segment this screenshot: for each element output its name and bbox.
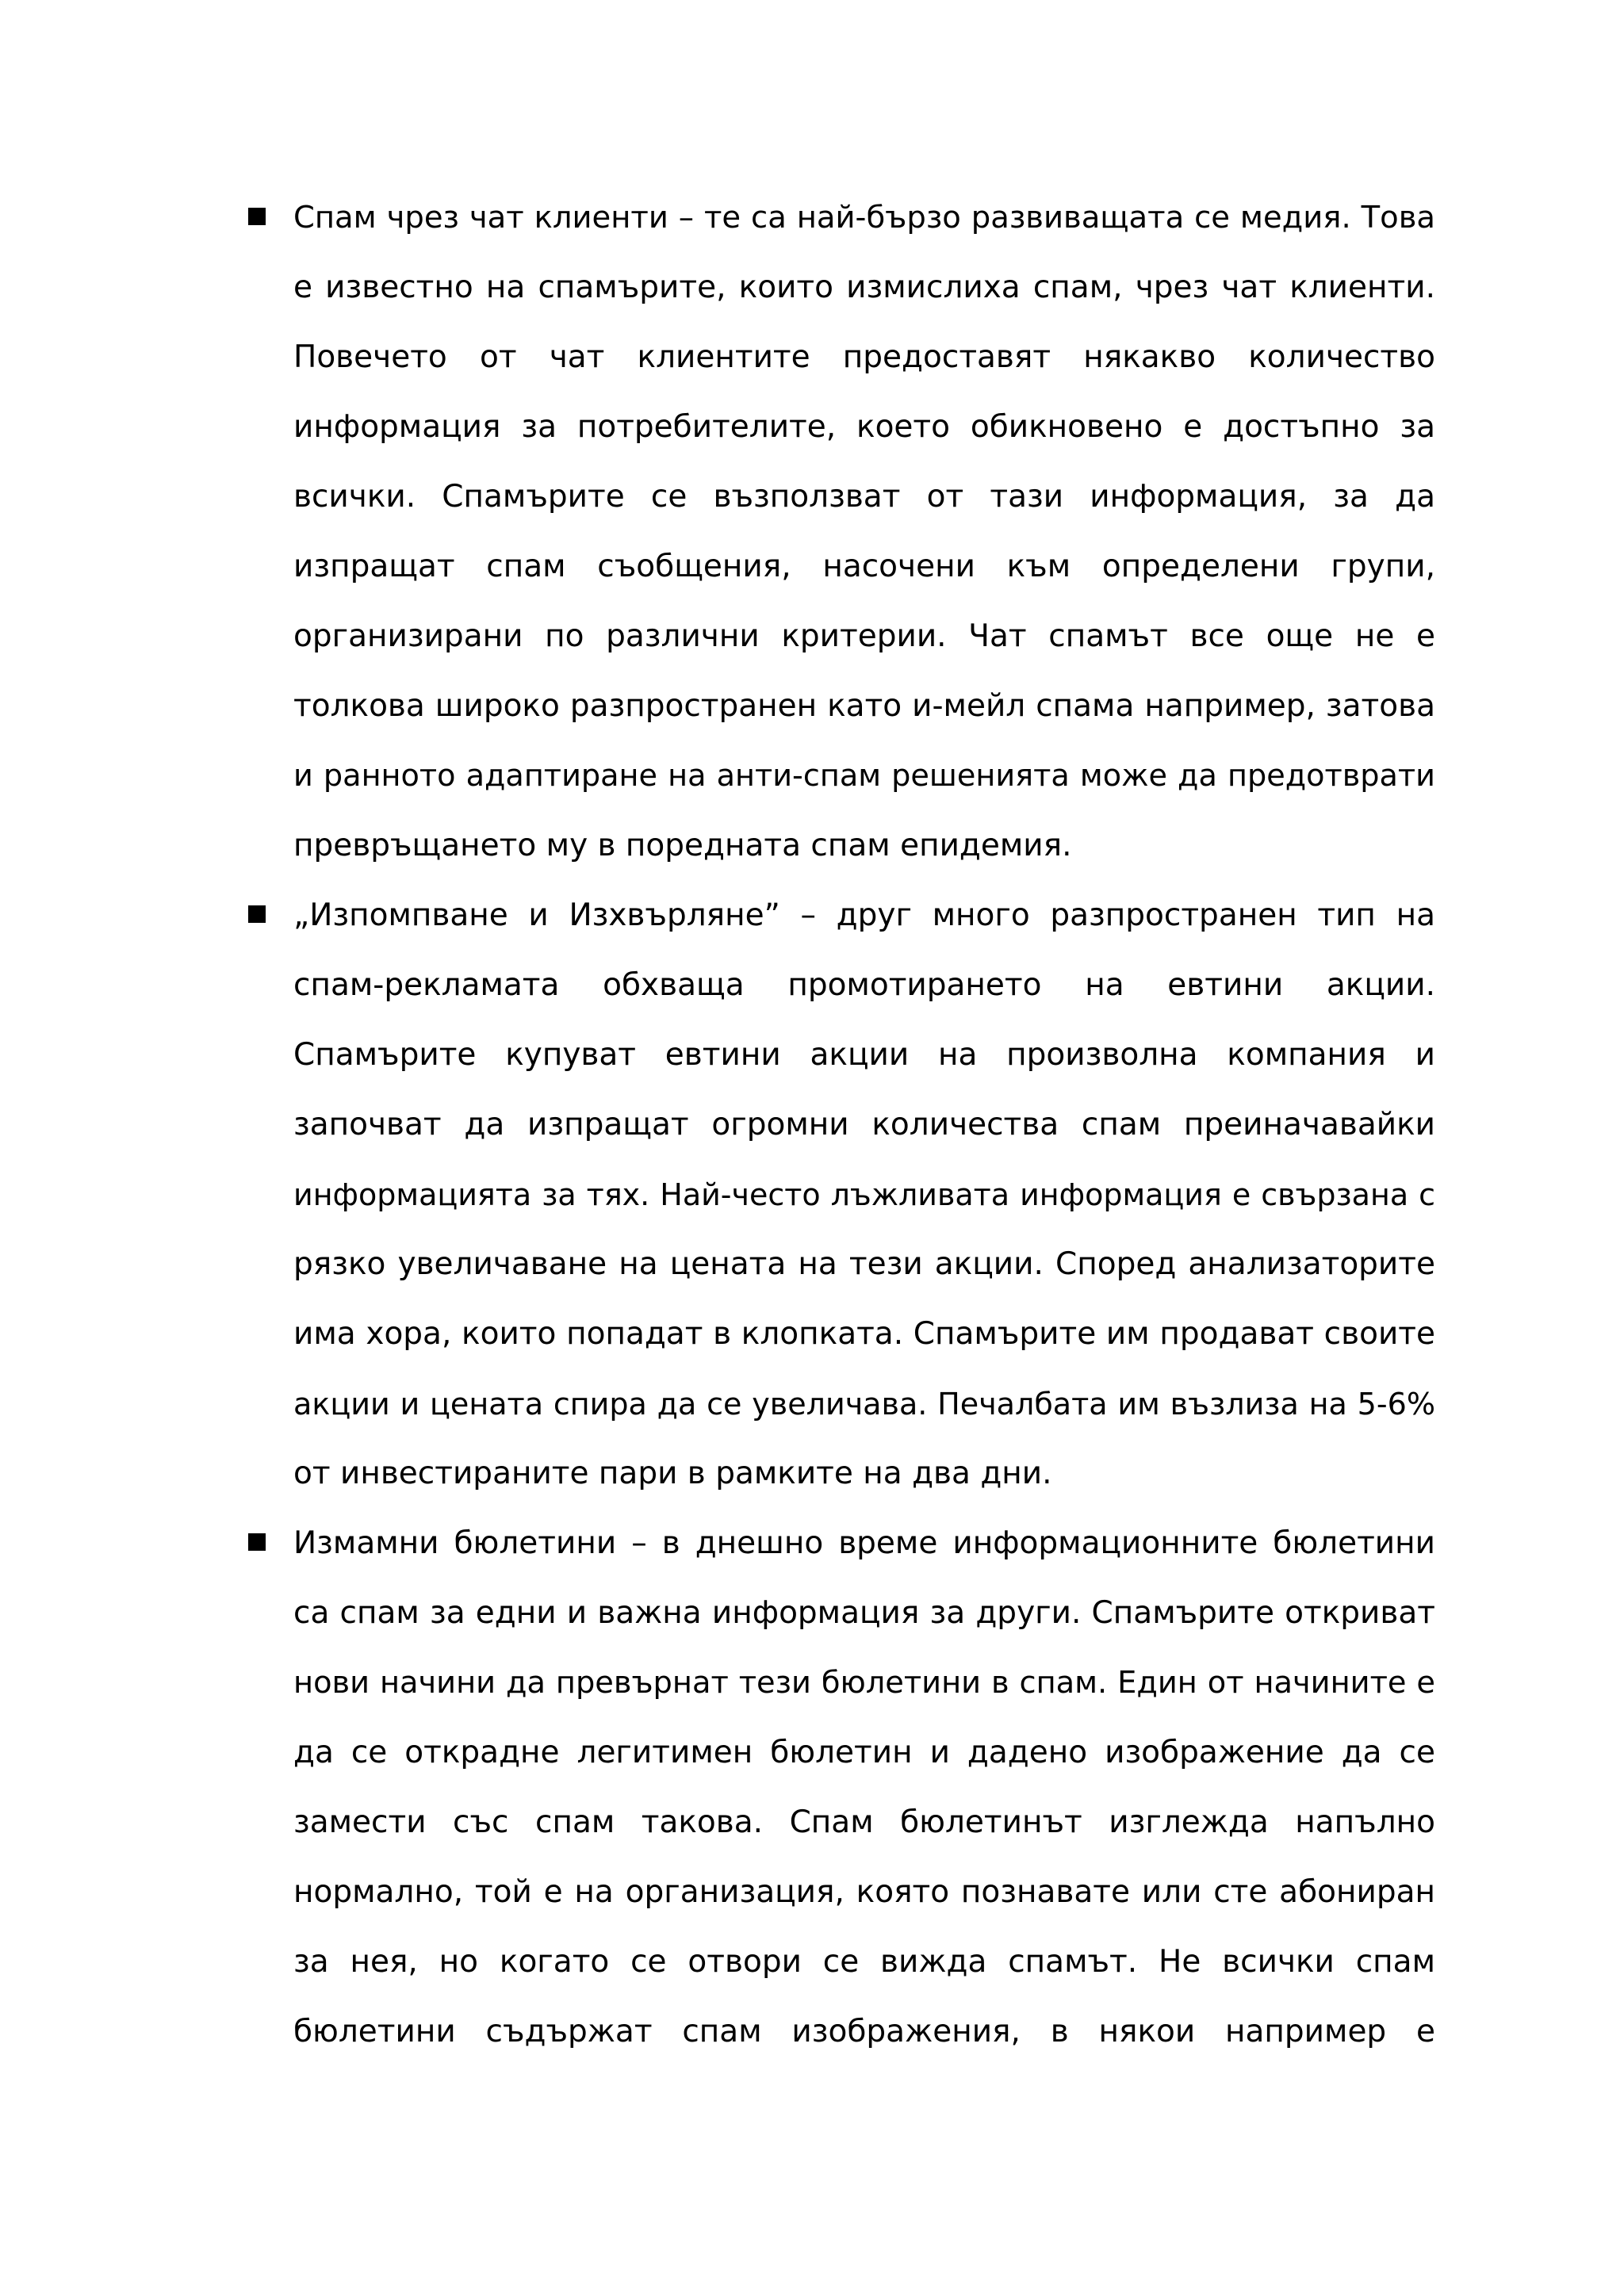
text-line: нормално, той е на организация, която познавате или сте абониран [293, 1874, 1435, 1910]
text-line: информацията за тях. Най-често лъжливата информация е свързана с [293, 1177, 1435, 1212]
text-line: информация за потребителите, което обикновено е достъпно за [293, 409, 1435, 445]
text-line: да се открадне легитимен бюлетин и дадено изображение да се [293, 1735, 1435, 1770]
square-bullet-icon [248, 1533, 266, 1551]
text-line: рязко увеличаване на цената на тези акции. Според анализаторите [293, 1246, 1435, 1282]
text-line: и ранното адаптиране на анти-спам решенията може да предотврати [293, 759, 1435, 794]
text-line: Повечето от чат клиентите предоставят някакво количество [293, 339, 1435, 375]
text-line: са спам за едни и важна информация за други. Спамърите откриват [293, 1595, 1435, 1631]
text-line: нови начини да превърнат тези бюлетини в спам. Един от начините е [293, 1665, 1435, 1701]
text-line: организирани по различни критерии. Чат спамът все още не е [293, 618, 1435, 654]
text-line: Измамни бюлетини – в днешно време информационните бюлетини [293, 1525, 1435, 1561]
text-line: изпращат спам съобщения, насочени към определени групи, [293, 549, 1435, 584]
text-line: бюлетини съдържат спам изображения, в някои например е [293, 2014, 1435, 2049]
text-line: има хора, които попадат в клопката. Спамърите им продават своите [293, 1316, 1435, 1352]
text-line: акции и цената спира да се увеличава. Печалбата им възлиза на 5-6% [293, 1387, 1435, 1422]
text-line: Спамърите купуват евтини акции на произволна компания и [293, 1037, 1435, 1073]
text-line: спам-рекламата обхваща промотирането на евтини акции. [293, 967, 1435, 1003]
square-bullet-icon [248, 208, 266, 225]
text-line: от инвестираните пари в рамките на два дни. [293, 1456, 1052, 1491]
text-line: за нея, но когато се отвори се вижда спамът. Не всички спам [293, 1944, 1435, 1980]
text-line: превръщането му в поредната спам епидемия. [293, 828, 1072, 863]
text-line: толкова широко разпространен като и-мейл спама например, затова [293, 688, 1435, 724]
text-line: замести със спам такова. Спам бюлетинът изглежда напълно [293, 1804, 1435, 1840]
text-line: Спам чрез чат клиенти – те са най-бързо развиващата се медия. Това [293, 200, 1435, 235]
text-line: започват да изпращат огромни количества спам преиначавайки [293, 1107, 1435, 1142]
text-line: всички. Спамърите се възползват от тази информация, за да [293, 479, 1435, 515]
text-line: „Изпомпване и Изхвърляне” – друг много разпространен тип на [293, 897, 1435, 933]
text-line: е известно на спамърите, които измислиха спам, чрез чат клиенти. [293, 270, 1435, 305]
square-bullet-icon [248, 905, 266, 923]
